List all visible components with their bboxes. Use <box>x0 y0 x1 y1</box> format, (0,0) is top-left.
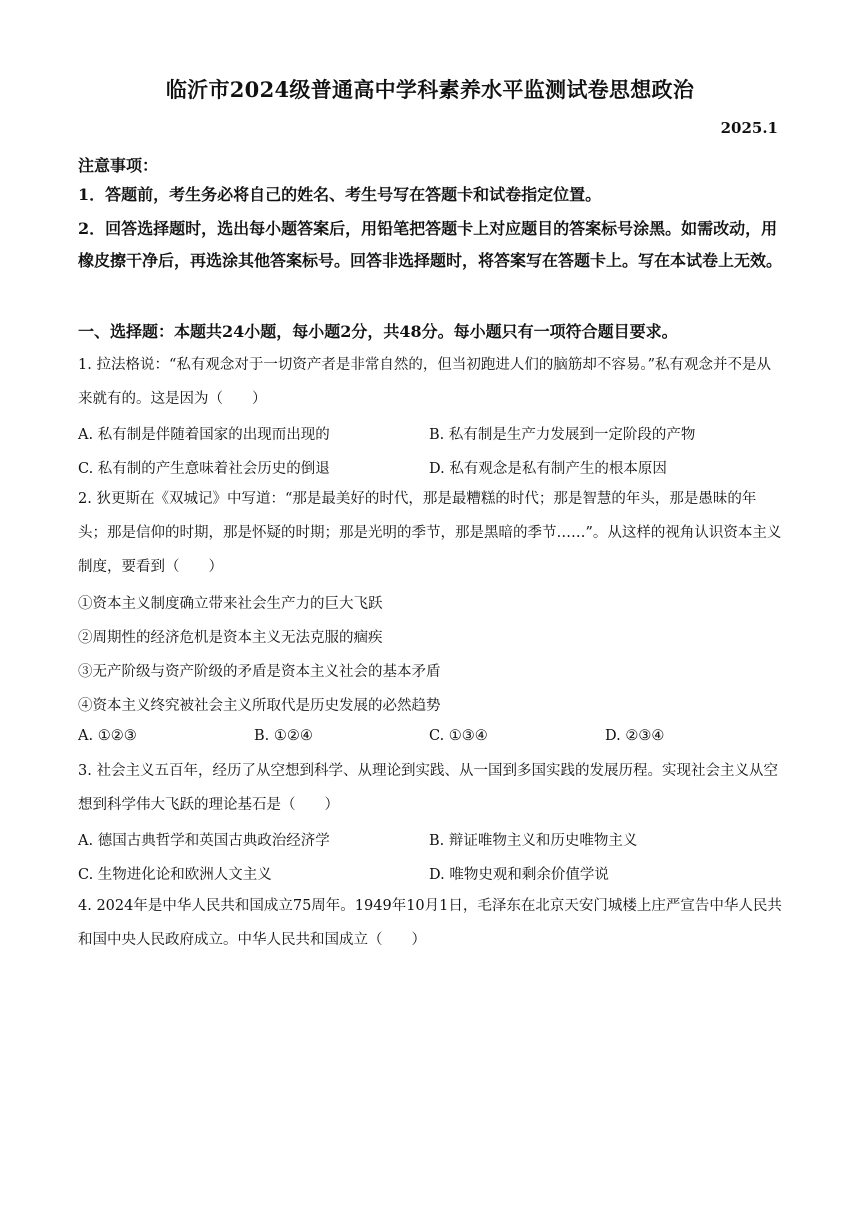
question-2-option-a: A. ①②③ <box>78 728 137 744</box>
question-1-option-c: C. 私有制的产生意味着社会历史的倒退 <box>78 461 330 477</box>
question-3-stem: 3. 社会主义五百年，经历了从空想到科学、从理论到实践、从一国到多国实践的发展历程。实现社会主义从空想到科学伟大飞跃的理论基石是（ ） <box>78 763 778 813</box>
question-3-option-a: A. 德国古典哲学和英国古典政治经济学 <box>78 833 330 849</box>
exam-date: 2025.1 <box>720 119 778 137</box>
question-2-option-c: C. ①③④ <box>429 728 488 744</box>
question-2-option-d: D. ②③④ <box>605 728 665 744</box>
notice-item-2: 2．回答选择题时，选出每小题答案后，用铅笔把答题卡上对应题目的答案标号涂黑。如需改动，用橡皮擦干净后，再选涂其他答案标号。回答非选择题时，将答案写在答题卡上。写在本试卷上无效。 <box>78 219 783 270</box>
question-2-option-b: B. ①②④ <box>254 728 313 744</box>
question-2-statement-4: ④资本主义终究被社会主义所取代是历史发展的必然趋势 <box>78 698 441 714</box>
question-1-stem: 1. 拉法格说：“私有观念对于一切资产者是非常自然的，但当初跑进人们的脑筋却不容易。”私有观念并不是从来就有的。这是因为（ ） <box>78 357 772 407</box>
question-1-option-d: D. 私有观念是私有制产生的根本原因 <box>429 461 667 477</box>
question-3-option-d: D. 唯物史观和剩余价值学说 <box>429 867 609 883</box>
question-4-stem: 4. 2024年是中华人民共和国成立75周年。1949年10月1日，毛泽东在北京天安门城楼上庄严宣告中华人民共和国中央人民政府成立。中华人民共和国成立（ ） <box>78 898 782 948</box>
section-heading: 一、选择题：本题共24小题，每小题2分，共48分。每小题只有一项符合题目要求。 <box>78 322 678 341</box>
page-title: 临沂市2024级普通高中学科素养水平监测试卷思想政治 <box>165 77 695 102</box>
question-2-statement-3: ③无产阶级与资产阶级的矛盾是资本主义社会的基本矛盾 <box>78 664 441 680</box>
notice-heading: 注意事项： <box>78 156 159 175</box>
question-3-option-b: B. 辩证唯物主义和历史唯物主义 <box>429 833 638 849</box>
question-3-option-c: C. 生物进化论和欧洲人文主义 <box>78 867 272 883</box>
question-1-option-a: A. 私有制是伴随着国家的出现而出现的 <box>78 427 330 443</box>
question-2-stem: 2. 狄更斯在《双城记》中写道：“那是最美好的时代，那是最糟糕的时代；那是智慧的年头，那是愚昧的年头；那是信仰的时期，那是怀疑的时期；那是光明的季节，那是黑暗的季节……”。从这样的视角认识资本主义制度，要看到（ ） <box>78 491 782 575</box>
question-2-statement-1: ①资本主义制度确立带来社会生产力的巨大飞跃 <box>78 596 383 612</box>
question-2-statement-2: ②周期性的经济危机是资本主义无法克服的痼疾 <box>78 630 383 646</box>
notice-item-1: 1．答题前，考生务必将自己的姓名、考生号写在答题卡和试卷指定位置。 <box>78 185 602 204</box>
question-1-option-b: B. 私有制是生产力发展到一定阶段的产物 <box>429 427 696 443</box>
